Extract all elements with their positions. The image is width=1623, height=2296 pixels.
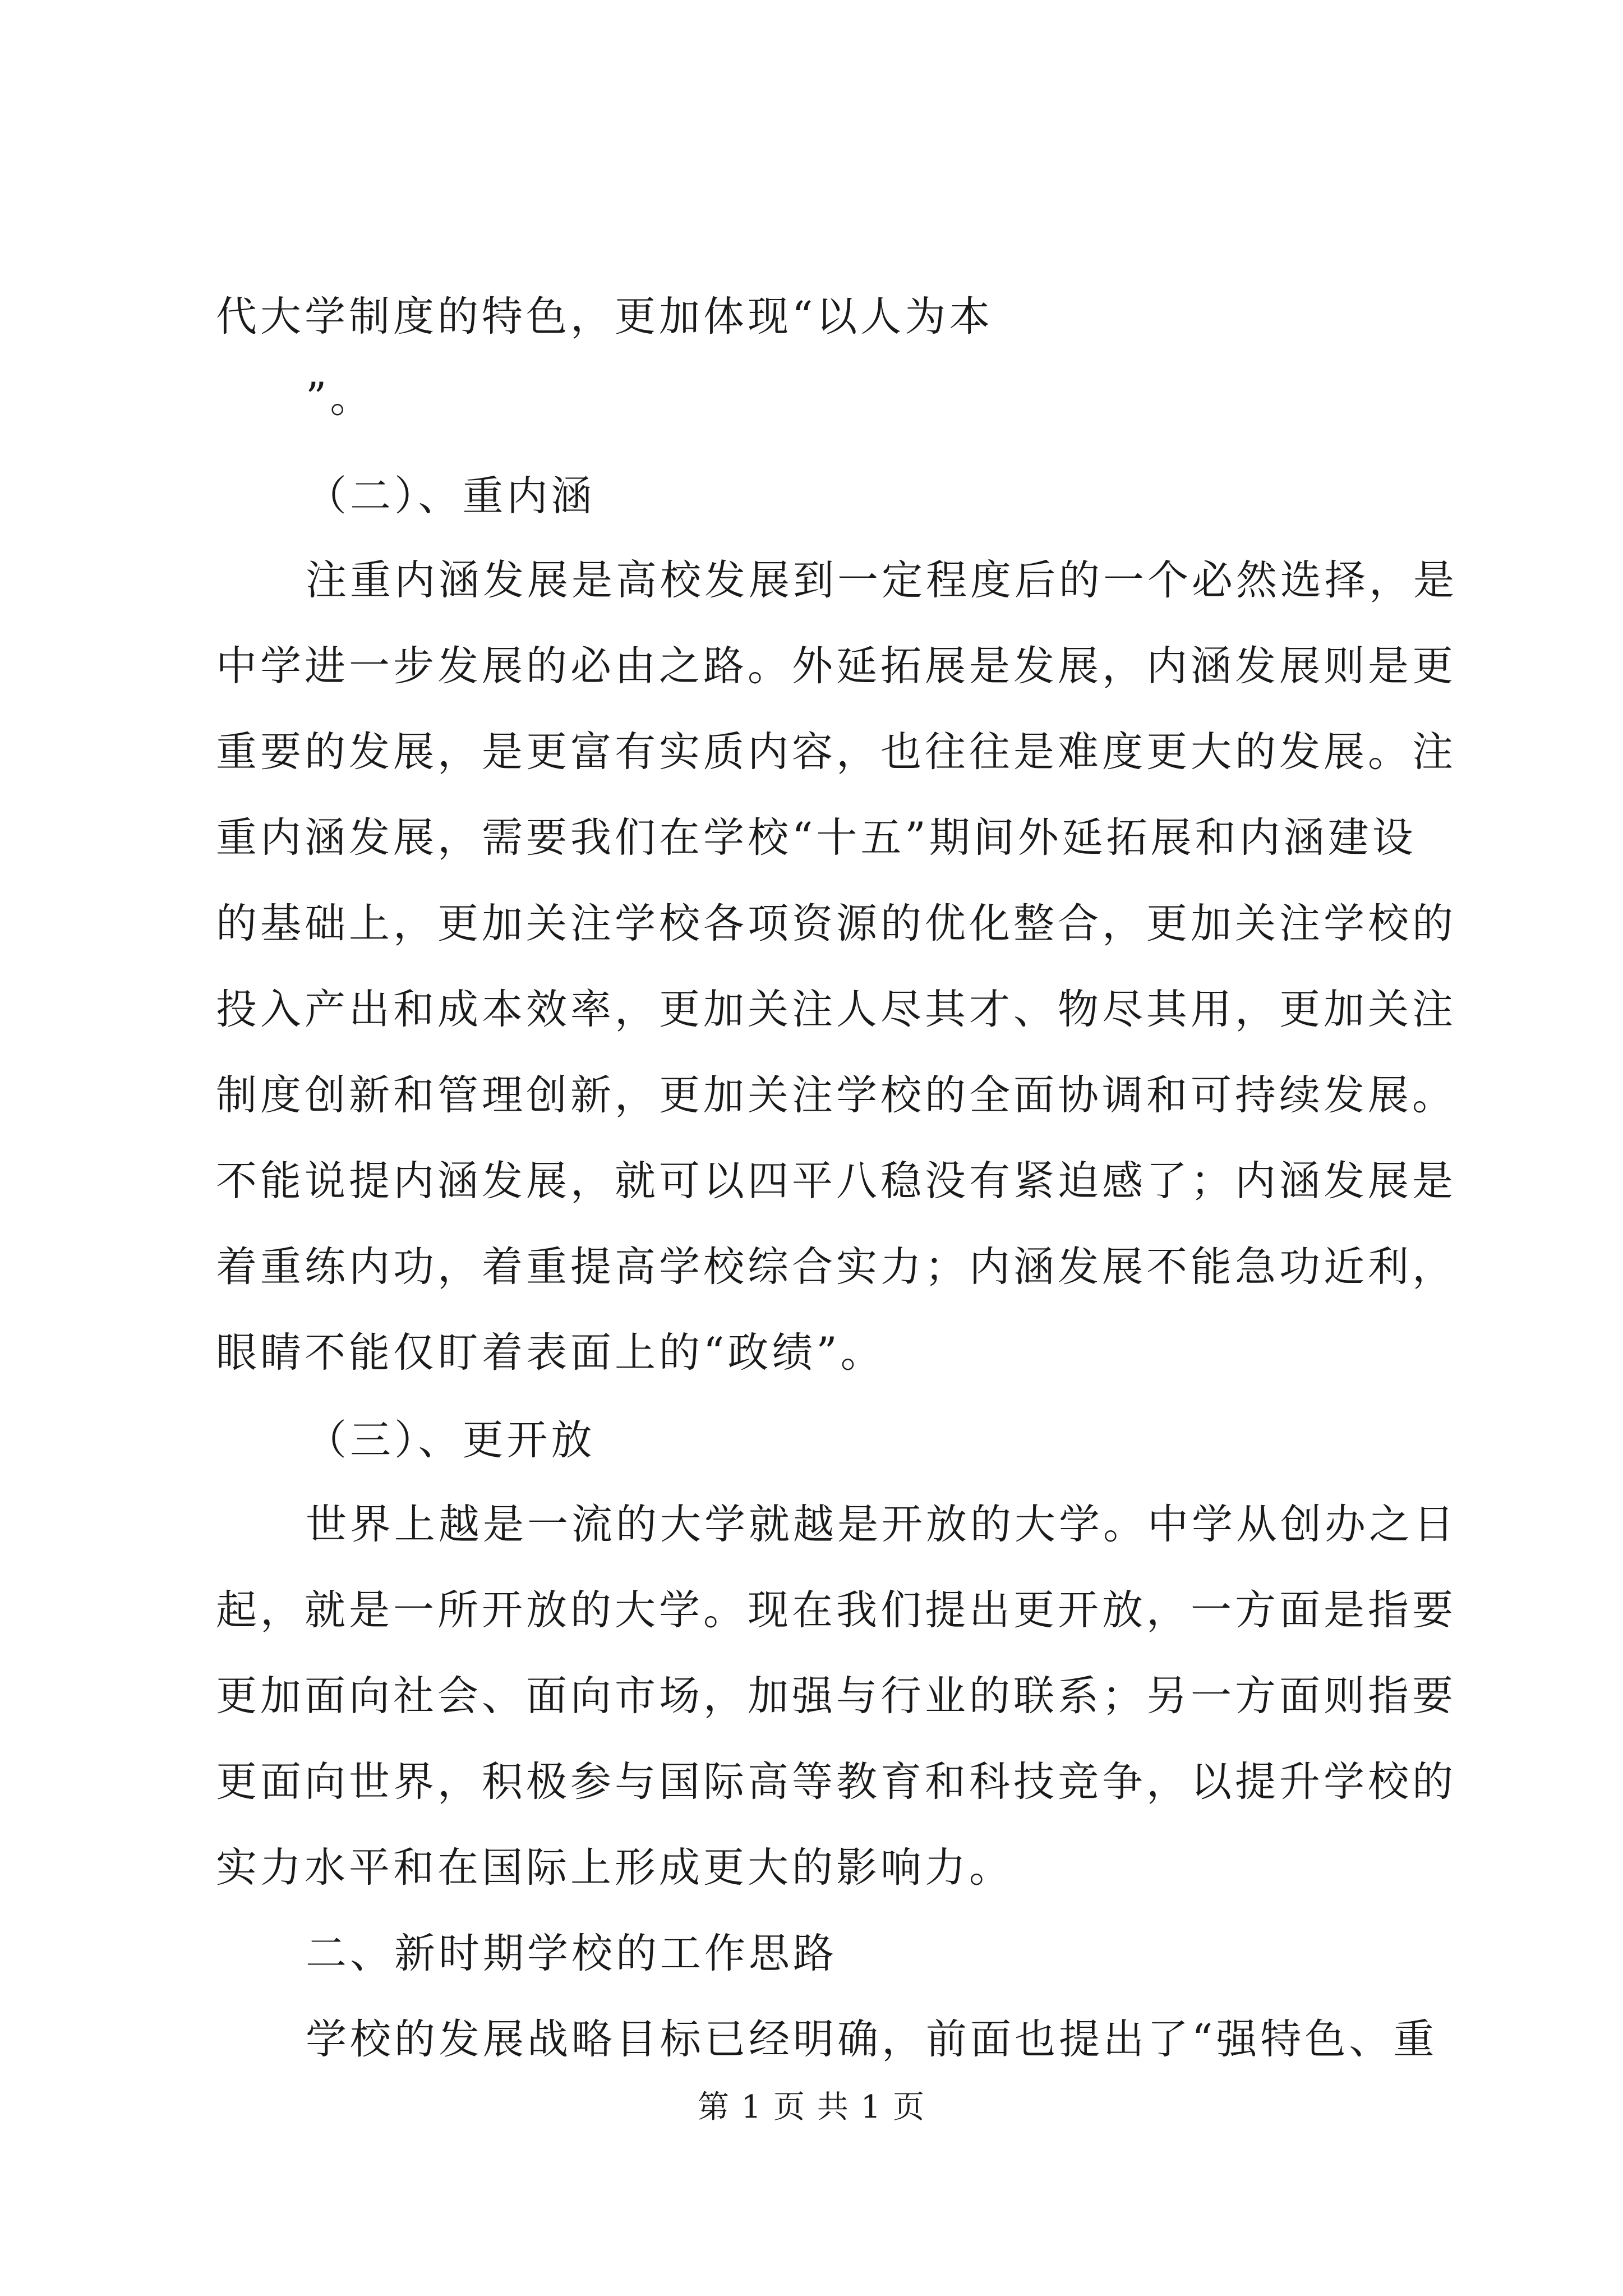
paragraph-line: 重要的发展，是更富有实质内容，也往往是难度更大的发展。注 xyxy=(216,728,1456,776)
paragraph-line: 世界上越是一流的大学就越是开放的大学。中学从创办之日 xyxy=(306,1501,1458,1548)
section-heading-2: （二）、重内涵 xyxy=(306,472,596,520)
paragraph-line: 更面向世界，积极参与国际高等教育和科技竞争，以提升学校的 xyxy=(216,1758,1456,1806)
paragraph-line: 起，就是一所开放的大学。现在我们提出更开放，一方面是指要 xyxy=(216,1586,1456,1634)
page-footer: 第 1 页 共 1 页 xyxy=(697,2089,926,2125)
paragraph-line: 的基础上，更加关注学校各项资源的优化整合，更加关注学校的 xyxy=(216,900,1456,947)
paragraph-line: 更加面向社会、面向市场，加强与行业的联系；另一方面则指要 xyxy=(216,1672,1456,1720)
paragraph-line: 投入产出和成本效率，更加关注人尽其才、物尽其用，更加关注 xyxy=(216,986,1456,1033)
paragraph-line: 制度创新和管理创新，更加关注学校的全面协调和可持续发展。 xyxy=(216,1071,1456,1119)
paragraph-line: 实力水平和在国际上形成更大的影响力。 xyxy=(216,1844,1013,1892)
paragraph-line: 眼睛不能仅盯着表面上的“政绩”。 xyxy=(216,1329,885,1377)
section-heading-3: （三）、更开放 xyxy=(306,1416,596,1464)
paragraph-line: 中学进一步发展的必由之路。外延拓展是发展，内涵发展则是更 xyxy=(216,642,1456,690)
paragraph-line: 不能说提内涵发展，就可以四平八稳没有紧迫感了；内涵发展是 xyxy=(216,1157,1456,1205)
text-line: ”。 xyxy=(306,374,375,422)
paragraph-line: 注重内涵发展是高校发展到一定程度后的一个必然选择，是 xyxy=(306,556,1458,604)
paragraph-line: 学校的发展战略目标已经明确，前面也提出了“强特色、重 xyxy=(306,2016,1438,2063)
section-heading-main: 二、新时期学校的工作思路 xyxy=(306,1930,837,1977)
paragraph-line: 重内涵发展，需要我们在学校“十五”期间外延拓展和内涵建设 xyxy=(216,814,1417,862)
text-line: 代大学制度的特色，更加体现“以人为本 xyxy=(216,293,994,341)
paragraph-line: 着重练内功，着重提高学校综合实力；内涵发展不能急功近利， xyxy=(216,1243,1456,1291)
